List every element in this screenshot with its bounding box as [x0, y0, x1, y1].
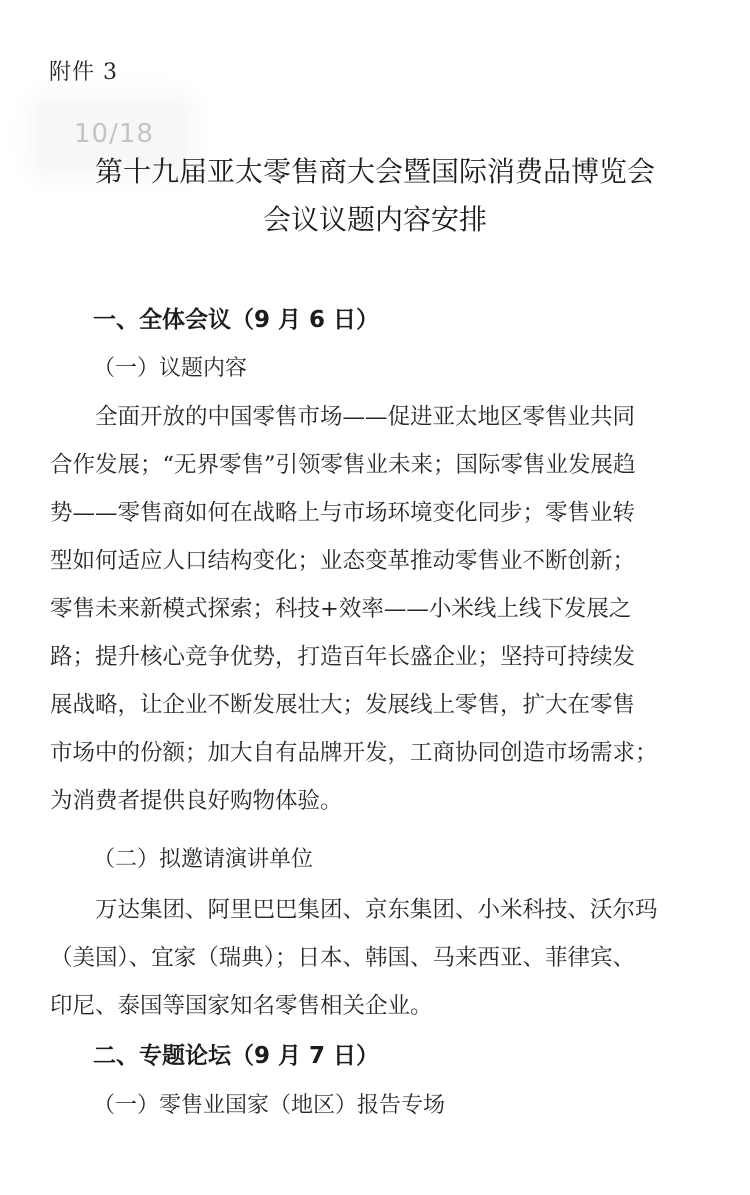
paragraph-line: 合作发展；“无界零售”引领零售业未来；国际零售业发展趋: [50, 452, 636, 478]
paragraph-line: 市场中的份额；加大自有品牌开发，工商协同创造市场需求；: [50, 740, 658, 766]
section-1-sub-2-title: （二）拟邀请演讲单位: [93, 847, 314, 872]
paragraph-line: 路；提升核心竞争优势，打造百年长盛企业；坚持可持续发: [50, 644, 636, 670]
page-indicator-text: 10/18: [74, 119, 154, 149]
section-1-heading: 一、全体会议（9 月 6 日）: [93, 307, 380, 333]
paragraph-line: （美国）、宜家（瑞典）；日本、韩国、马来西亚、菲律宾、: [50, 945, 636, 971]
section-1-sub-1-title: （一）议题内容: [93, 356, 248, 381]
paragraph-line: 零售未来新模式探索；科技+效率——小米线上线下发展之: [50, 596, 632, 622]
paragraph-line: 势——零售商如何在战略上与市场环境变化同步；零售业转: [50, 500, 636, 526]
paragraph-line: 型如何适应人口结构变化；业态变革推动零售业不断创新；: [50, 548, 636, 574]
section-2-heading: 二、专题论坛（9 月 7 日）: [93, 1043, 380, 1069]
section-2-sub-1-title: （一）零售业国家（地区）报告专场: [93, 1093, 446, 1118]
section-1-sub-2-paragraph: [50, 886, 710, 1030]
document-title: 第十九届亚太零售商大会暨国际消费品博览会: [94, 155, 655, 188]
paragraph-line: 印尼、泰国等国家知名零售相关企业。: [50, 993, 433, 1019]
attachment-label: 附件 3: [49, 60, 118, 85]
section-1-sub-1-paragraph: [50, 393, 710, 825]
paragraph-line: 展战略，让企业不断发展壮大；发展线上零售，扩大在零售: [50, 692, 636, 718]
paragraph-line: 万达集团、阿里巴巴集团、京东集团、小米科技、沃尔玛: [50, 897, 658, 923]
paragraph-line: 为消费者提供良好购物体验。: [50, 788, 343, 814]
paragraph-line: 全面开放的中国零售市场——促进亚太地区零售业共同: [50, 404, 636, 430]
document-subtitle: 会议议题内容安排: [262, 203, 487, 236]
